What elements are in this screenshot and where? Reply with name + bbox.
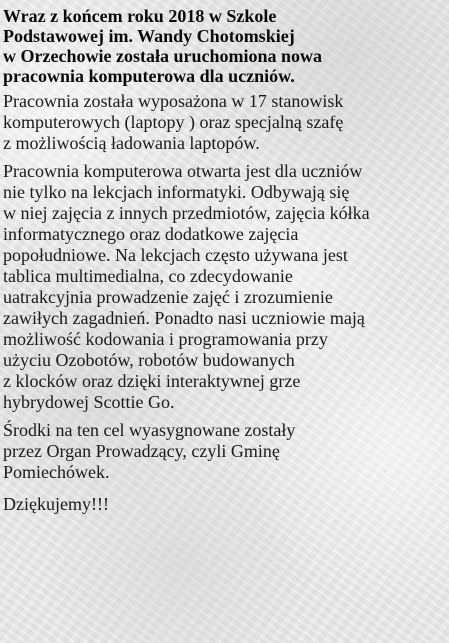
- article-headline: Wraz z końcem roku 2018 w Szkole Podstawowej im. Wandy Chotomskiej w Orzechowie została uruchomiona nowa pracownia komputerowa dla uczniów.: [3, 6, 322, 86]
- paragraph-usage: Pracownia komputerowa otwarta jest dla uczniów nie tylko na lekcjach informatyki. Odbywają się w niej zajęcia z innych przedmiotów, zajęcia kółka informatycznego oraz dodatkowe zajęcia popołudniowe. Na lekcjach często używana jest tablica multimedialna, co zdecydowanie uatrakcyjnia prowadzenie zajęć i zrozumienie zawiłych zagadnień. Ponadto nasi uczniowie mają możliwość kodowania i programowania przy użyciu Ozobotów, robotów budowanych z klocków oraz dzięki interaktywnej grze hybrydowej Scottie Go.: [3, 161, 370, 412]
- paragraph-equipment: Pracownia została wyposażona w 17 stanowisk komputerowych (laptopy ) oraz specjalną szafę z możliwością ładowania laptopów.: [3, 91, 344, 153]
- paragraph-thanks: Dziękujemy!!!: [3, 494, 109, 514]
- paragraph-funding: Środki na ten cel wyasygnowane zostały przez Organ Prowadzący, czyli Gminę Pomiechówek.: [3, 420, 296, 482]
- article: [3, 6, 447, 515]
